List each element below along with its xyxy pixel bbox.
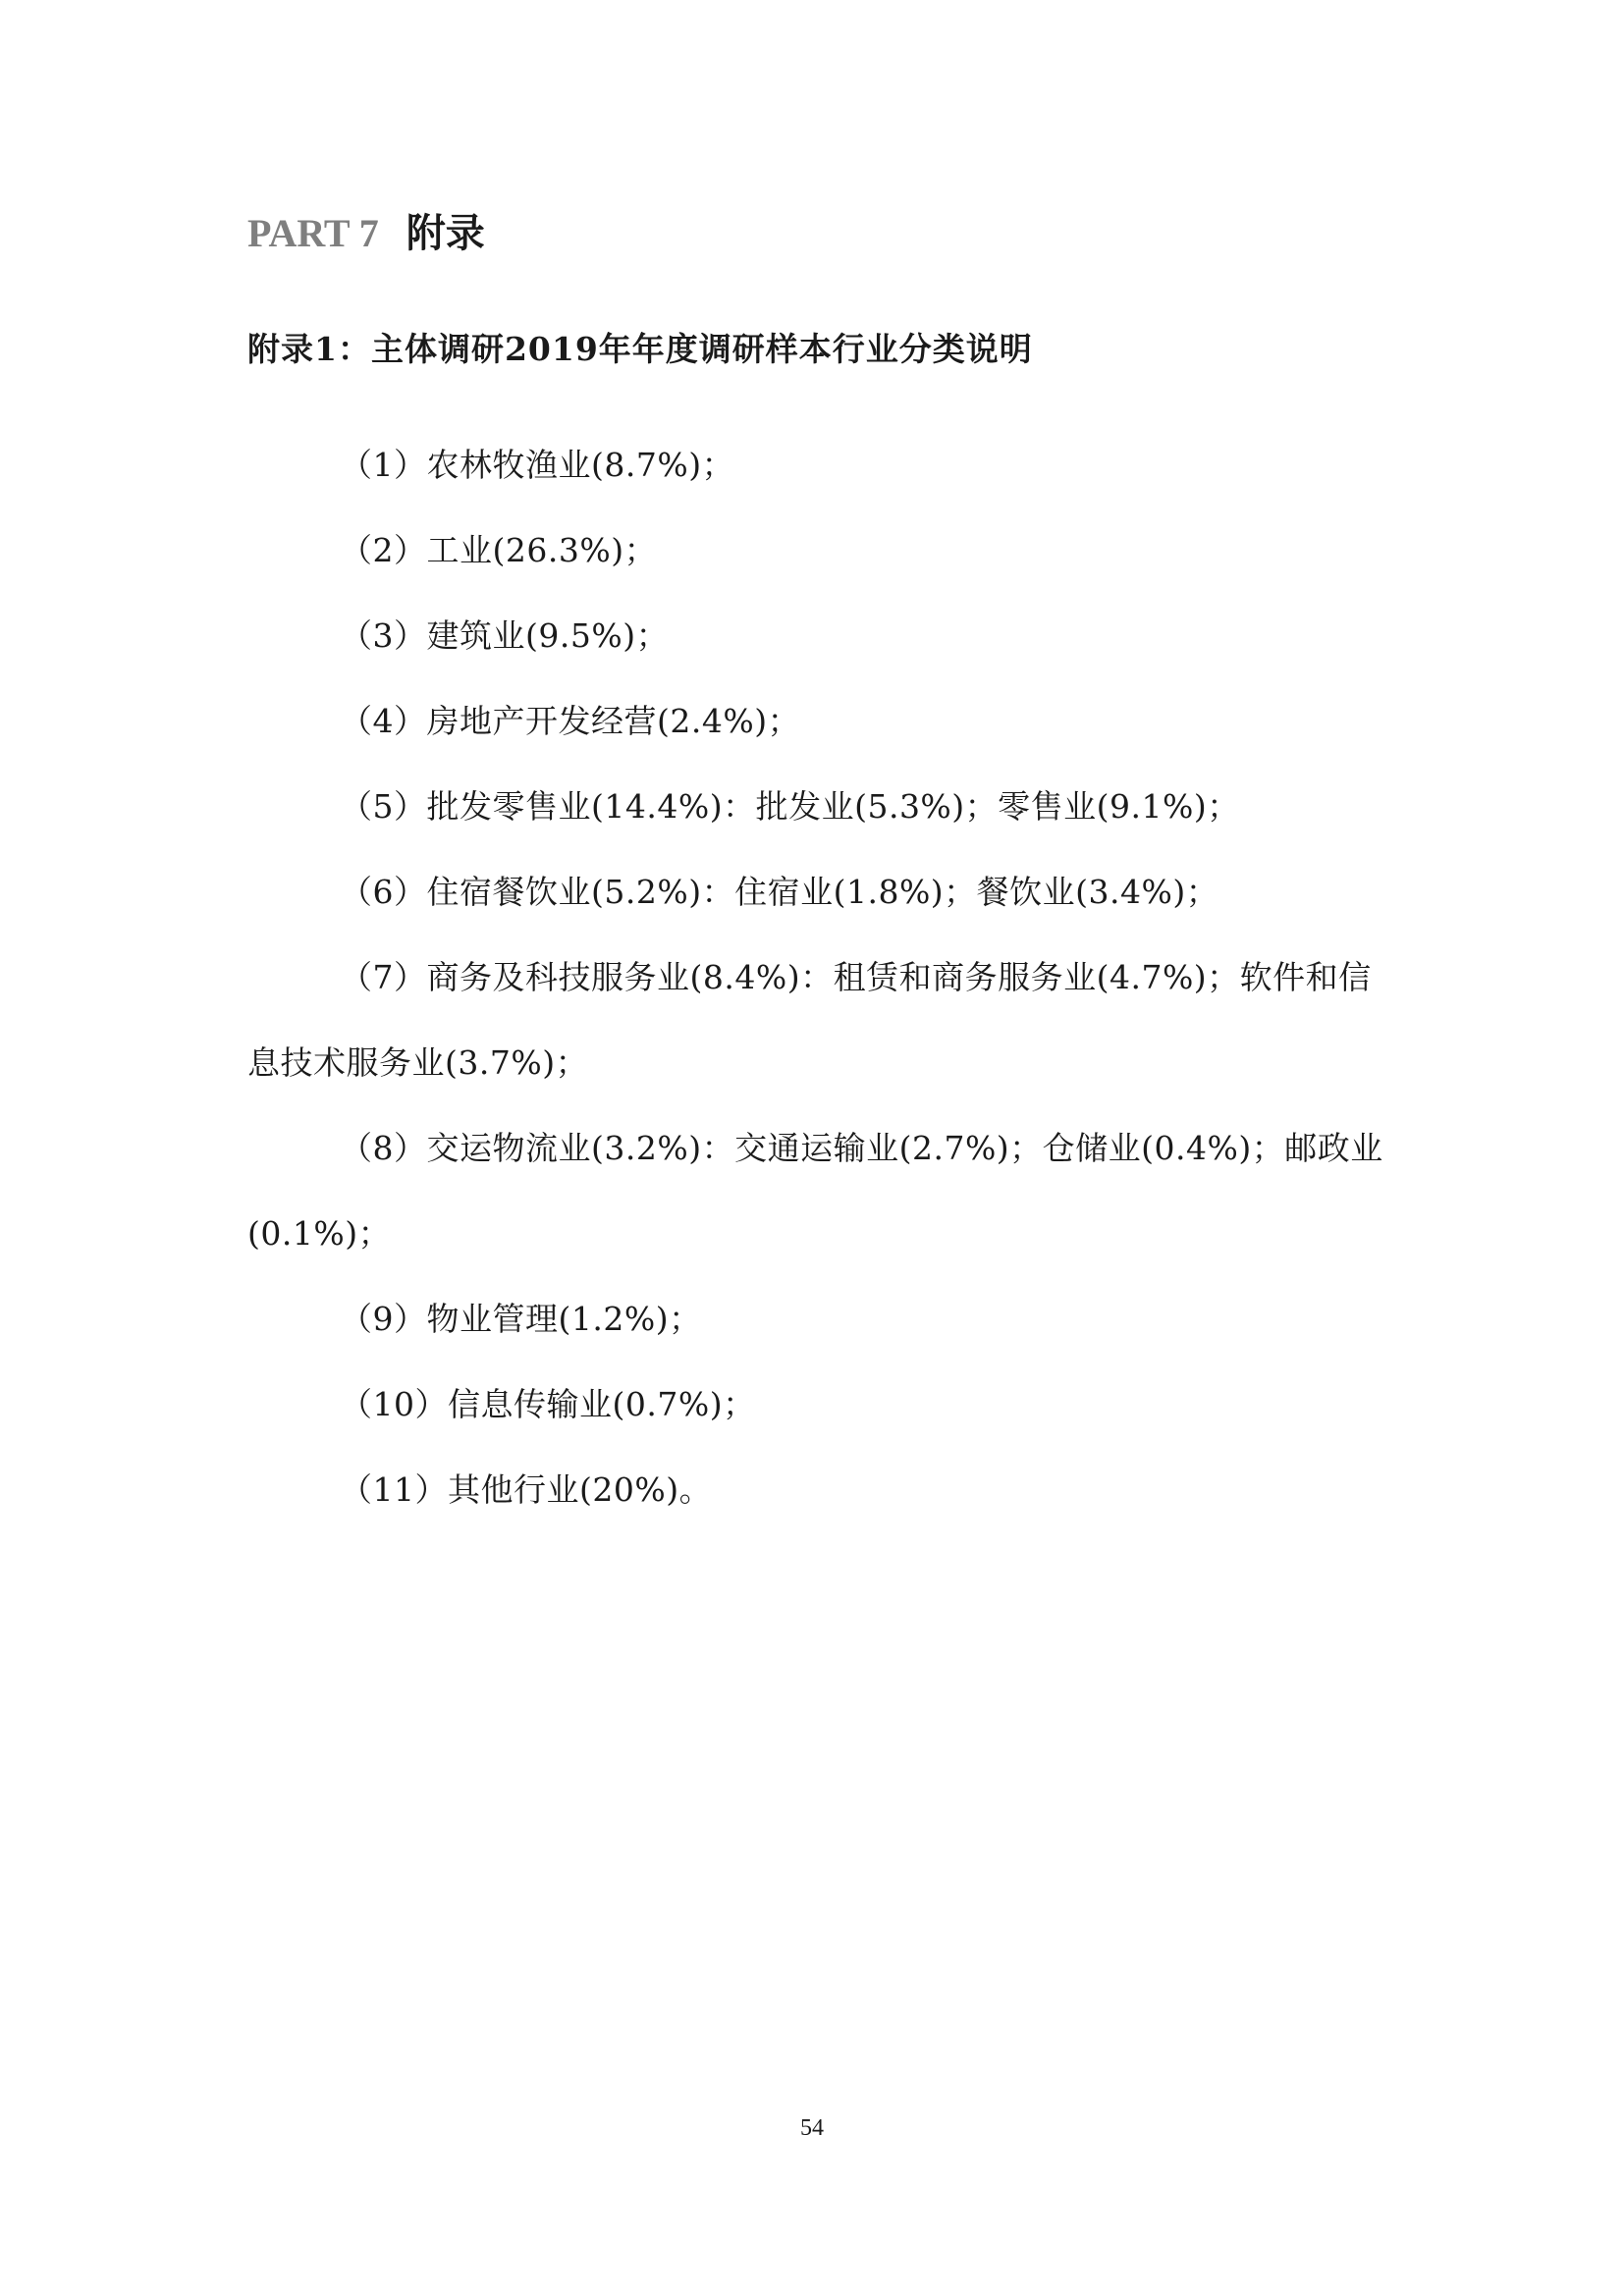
- page-heading: [247, 204, 485, 263]
- list-item: （10）信息传输业(0.7%)；: [340, 1385, 756, 1423]
- list-item: （3）建筑业(9.5%)；: [340, 616, 670, 655]
- list-item: （7）商务及科技服务业(8.4%)：租赁和商务服务业(4.7%)；软件和信息技术服务业(3.7%)；: [247, 958, 1372, 1082]
- part-title: 附录: [406, 210, 485, 256]
- list-item: （8）交运物流业(3.2%)：交通运输业(2.7%)；仓储业(0.4%)；邮政业(0.1%)；: [247, 1129, 1383, 1253]
- list-item: （5）批发零售业(14.4%)：批发业(5.3%)；零售业(9.1%)；: [340, 787, 1240, 826]
- list-item: （6）住宿餐饮业(5.2%)：住宿业(1.8%)；餐饮业(3.4%)；: [340, 873, 1219, 911]
- list-item: （1）农林牧渔业(8.7%)；: [340, 446, 735, 484]
- list-item: （11）其他行业(20%)。: [340, 1470, 713, 1509]
- section-title: 附录1：主体调研2019年年度调研样本行业分类说明: [247, 330, 1033, 368]
- part-label: PART 7: [247, 211, 379, 255]
- list-item: （4）房地产开发经营(2.4%)；: [340, 702, 801, 740]
- industry-list: [247, 422, 1386, 1532]
- page-number: 54: [800, 2115, 824, 2141]
- list-item: （9）物业管理(1.2%)；: [340, 1300, 702, 1338]
- list-item: （2）工业(26.3%)；: [340, 531, 658, 569]
